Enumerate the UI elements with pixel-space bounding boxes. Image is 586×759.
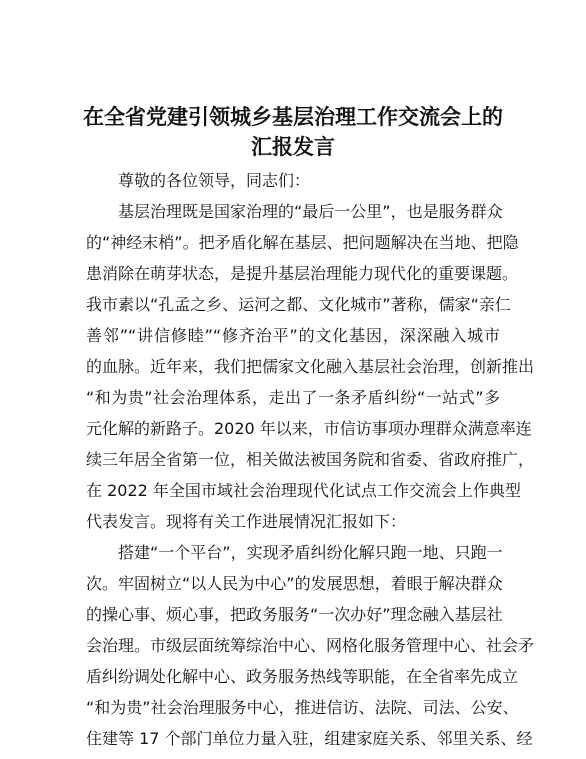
paragraph-1-line: 患消除在萌芽状态，是提升基层治理能力现代化的重要课题。 xyxy=(86,264,519,283)
document-title-line-1: 在全省党建引领城乡基层治理工作交流会上的 xyxy=(83,104,503,129)
paragraph-1-line: 我市素以“孔孟之乡、运河之都、文化城市”著称，儒家“亲仁 xyxy=(86,295,511,314)
document-title-line-2: 汇报发言 xyxy=(251,134,335,159)
paragraph-1-line: 的血脉。近年来，我们把儒家文化融入基层社会治理，创新推出 xyxy=(86,357,535,376)
paragraph-2-line: 搭建“一个平台”，实现矛盾纠纷化解只跑一地、只跑一 xyxy=(118,543,503,562)
paragraph-1-line: “和为贵”社会治理体系，走出了一条矛盾纠纷“一站式”多 xyxy=(86,388,500,407)
salutation: 尊敬的各位领导，同志们： xyxy=(118,171,311,190)
paragraph-2-line: 盾纠纷调处化解中心、政务服务热线等职能，在全省率先成立 xyxy=(86,667,519,686)
paragraph-1-line: 代表发言。现将有关工作进展情况汇报如下： xyxy=(86,512,407,531)
paragraph-1-line: 的“神经末梢”。把矛盾化解在基层、把问题解决在当地、把隐 xyxy=(86,233,519,252)
paragraph-1-line: 在 2022 年全国市域社会治理现代化试点工作交流会上作典型 xyxy=(86,481,521,500)
paragraph-2-line: 的操心事、烦心事，把政务服务“一次办好”理念融入基层社 xyxy=(86,605,503,624)
paragraph-1-line: 元化解的新路子。2020 年以来，市信访事项办理群众满意率连 xyxy=(86,419,532,438)
paragraph-1-line: 善邻”“讲信修睦”“修齐治平”的文化基因，深深融入城市 xyxy=(86,326,500,345)
paragraph-2-line: 次。牢固树立“以人民为中心”的发展思想，着眼于解决群众 xyxy=(86,574,503,593)
paragraph-2-line: 住建等 17 个部门单位力量入驻，组建家庭关系、邻里关系、经 xyxy=(86,729,533,748)
paragraph-1-line: 续三年居全省第一位，相关做法被国务院和省委、省政府推广， xyxy=(86,450,535,469)
paragraph-2-line: 会治理。市级层面统筹综治中心、网格化服务管理中心、社会矛 xyxy=(86,636,535,655)
paragraph-2-line: “和为贵”社会治理服务中心，推进信访、法院、司法、公安、 xyxy=(86,698,519,717)
paragraph-1-line: 基层治理既是国家治理的“最后一公里”，也是服务群众 xyxy=(118,202,503,221)
